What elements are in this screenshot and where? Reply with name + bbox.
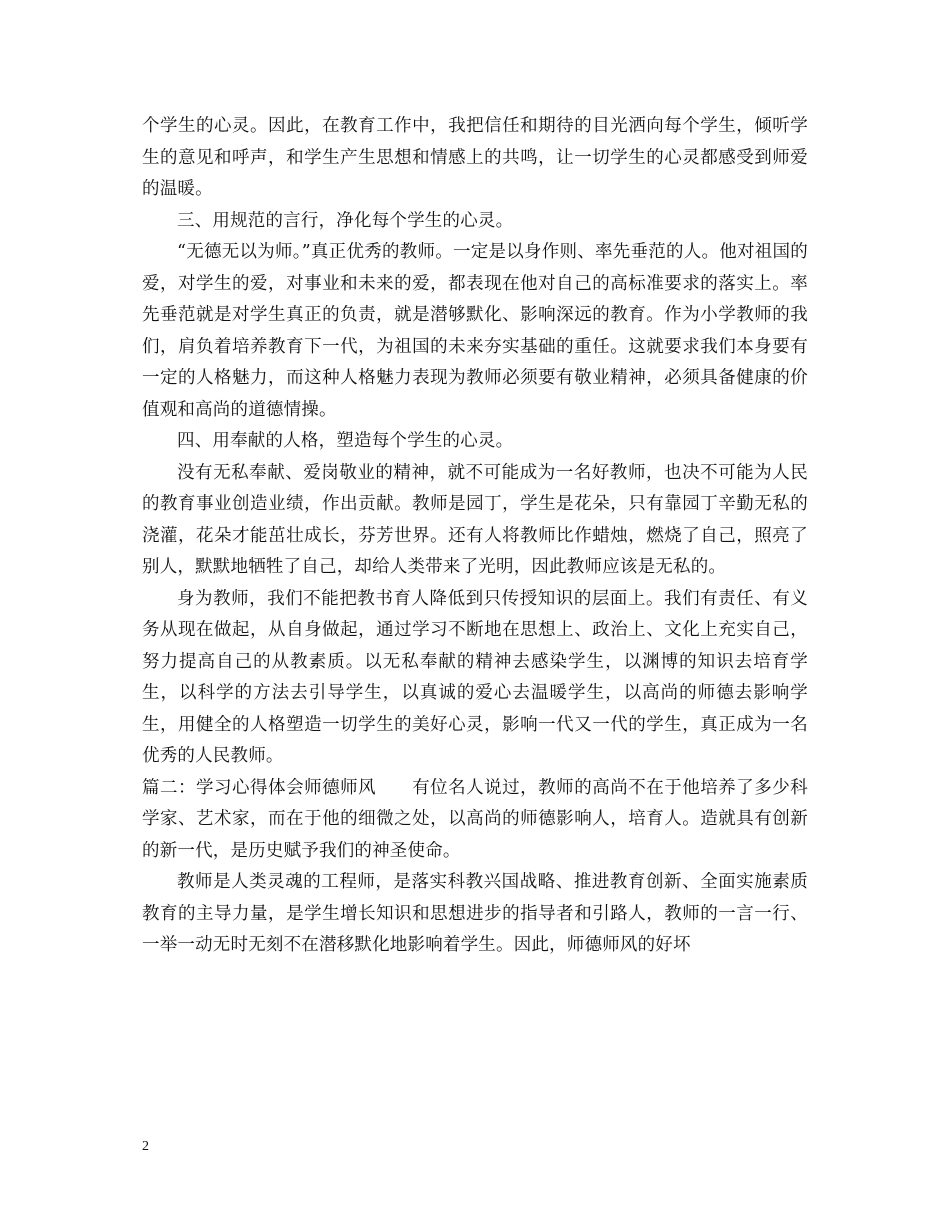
paragraph-dedication: 没有无私奉献、爱岗敬业的精神，就不可能成为一名好教师，也决不可能为人民的教育事业创造业绩，作出贡献。教师是园丁，学生是花朵，只有靠园丁辛勤无私的浇灌，花朵才能茁壮成长，芬芳世界。还有人将教师比作蜡烛，燃烧了自己，照亮了别人，默默地牺牲了自己，却给人类带来了光明，因此教师应该是无私的。 [142,462,808,577]
section-heading-four: 四、用奉献的人格，塑造每个学生的心灵。 [177,431,514,451]
paragraph-teacher-role: 教师是人类灵魂的工程师，是落实科教兴国战略、推进教育创新、全面实施素质教育的主导力量，是学生增长知识和思想进步的指导者和引路人，教师的一言一行、一举一动无时无刻不在潜移默化地影响着学生。因此，师德师风的好坏 [142,872,808,955]
section-heading-three: 三、用规范的言行，净化每个学生的心灵。 [177,210,514,231]
paragraph-responsibility: 身为教师，我们不能把教书育人降低到只传授知识的层面上。我们有责任、有义务从现在做起，从自身做起，通过学习不断地在思想上、政治上、文化上充实自己，努力提高自己的从教素质。以无私奉献的精神去感染学生，以渊博的知识去培育学生，以科学的方法去引导学生，以真诚的爱心去温暖学生，以高尚的师德去影响学生，用健全的人格塑造一切学生的美好心灵，影响一代又一代的学生，真正成为一名优秀的人民教师。 [142,588,808,766]
paragraph-continuation: 个学生的心灵。因此，在教育工作中，我把信任和期待的目光洒向每个学生，倾听学生的意见和呼声，和学生产生思想和情感上的共鸣，让一切学生的心灵都感受到师爱的温暖。 [142,116,808,199]
article-two-start: 篇二：学习心得体会师德师风 有位名人说过，教师的高尚不在于他培养了多少科学家、艺术家，而在于他的细微之处，以高尚的师德影响人，培育人。造就具有创新的新一代，是历史赋予我们的神圣使命。 [142,777,808,861]
paragraph-virtue: “无德无以为师。”真正优秀的教师。一定是以身作则、率先垂范的人。他对祖国的爱，对学生的爱，对事业和未来的爱，都表现在他对自己的高标准要求的落实上。率先垂范就是对学生真正的负责，就是潜够默化、影响深远的教育。作为小学教师的我们，肩负着培养教育下一代，为祖国的未来夯实基础的重任。这就要求我们本身要有一定的人格魅力，而这种人格魅力表现为教师必须要有敬业精神，必须具备健康的价值观和高尚的道德情操。 [142,242,808,420]
document-body [142,111,808,962]
page-number: 2 [142,1139,149,1154]
